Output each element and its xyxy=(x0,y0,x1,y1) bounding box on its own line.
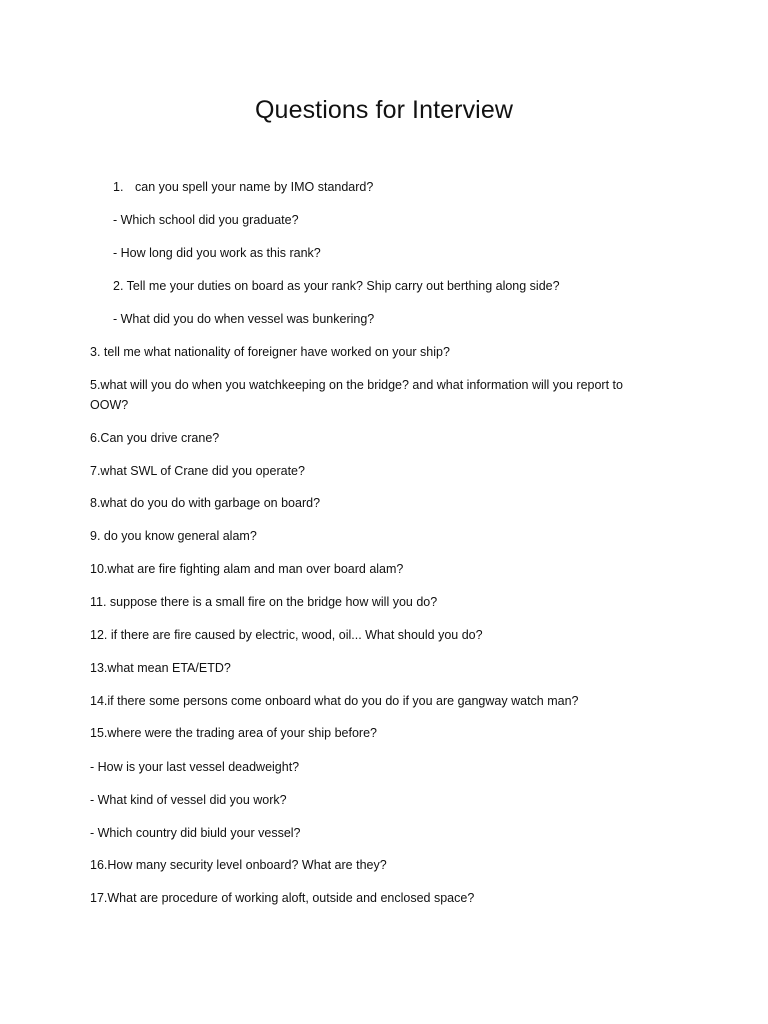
question-item-9: 7.what SWL of Crane did you operate? xyxy=(90,464,305,478)
question-item-17: 15.where were the trading area of your ship before? xyxy=(90,726,377,740)
question-item-16: 14.if there some persons come onboard what do you do if you are gangway watch man? xyxy=(90,694,579,708)
question-item-11: 9. do you know general alam? xyxy=(90,529,257,543)
question-text: can you spell your name by IMO standard? xyxy=(135,180,374,194)
question-item-7: 5.what will you do when you watchkeeping on the bridge? and what information will you report to OOW? xyxy=(90,378,623,412)
question-item-5: - What did you do when vessel was bunkering? xyxy=(113,312,375,326)
question-item-8: 6.Can you drive crane? xyxy=(90,431,220,445)
question-item-6: 3. tell me what nationality of foreigner have worked on your ship? xyxy=(90,345,450,359)
question-item-21: 16.How many security level onboard? What are they? xyxy=(90,858,387,872)
question-item-4: 2. Tell me your duties on board as your rank? Ship carry out berthing along side? xyxy=(113,279,560,293)
question-item-14: 12. if there are fire caused by electric, wood, oil... What should you do? xyxy=(90,628,483,642)
page-title: Questions for Interview xyxy=(255,96,513,124)
question-item-1 xyxy=(113,177,373,197)
question-item-10: 8.what do you do with garbage on board? xyxy=(90,496,321,510)
question-item-15: 13.what mean ETA/ETD? xyxy=(90,661,231,675)
question-item-22: 17.What are procedure of working aloft, outside and enclosed space? xyxy=(90,891,475,905)
question-item-19: - What kind of vessel did you work? xyxy=(90,793,287,807)
question-item-3: - How long did you work as this rank? xyxy=(113,246,321,260)
question-item-12: 10.what are fire fighting alam and man over board alam? xyxy=(90,562,404,576)
question-item-2: - Which school did you graduate? xyxy=(113,213,299,227)
question-item-18: - How is your last vessel deadweight? xyxy=(90,760,300,774)
question-item-20: - Which country did biuld your vessel? xyxy=(90,826,301,840)
question-item-13: 11. suppose there is a small fire on the bridge how will you do? xyxy=(90,595,438,609)
list-number: 1. xyxy=(113,180,124,194)
